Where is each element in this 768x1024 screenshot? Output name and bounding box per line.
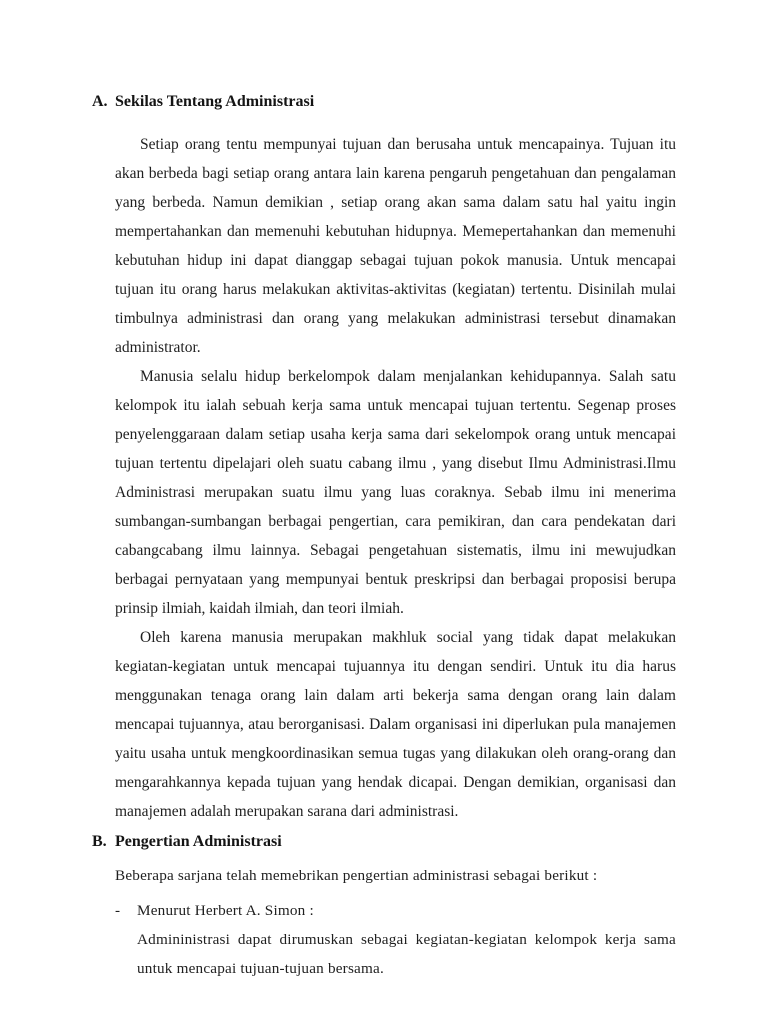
section-heading-b (92, 832, 676, 852)
definition-text: Admininistrasi dapat dirumuskan sebagai kegiatan-kegiatan kelompok kerja sama untuk mencapai tujuan-tujuan bersama. (137, 931, 676, 977)
section-heading-a (92, 92, 676, 112)
section-a-title: Sekilas Tentang Administrasi (115, 93, 315, 110)
document-content (92, 92, 676, 983)
section-b-marker: B. (92, 833, 107, 850)
definition-list-item (92, 896, 676, 983)
definition-source: Menurut Herbert A. Simon : (137, 902, 314, 919)
section-a-marker: A. (92, 93, 108, 110)
section-b-title: Pengertian Administrasi (115, 833, 282, 850)
paragraph-ilmu-administrasi: Manusia selalu hidup berkelompok dalam menjalankan kehidupannya. Salah satu kelompok itu ialah sebuah kerja sama untuk mencapai tujuan tertentu. Segenap proses penyelenggaraan dalam setiap usaha kerja sama dari sekelompok orang untuk mencapai tujuan tertentu dipelajari oleh suatu cabang ilmu , yang disebut Ilmu Administrasi.Ilmu Administrasi merupakan suatu ilmu yang luas coraknya. Sebab ilmu ini menerima sumbangan-sumbangan berbagai pengertian, cara pemikiran, dan cara pendekatan dari cabangcabang ilmu lainnya. Sebagai pengetahuan sistematis, ilmu ini mewujudkan berbagai pernyataan yang mempunyai bentuk preskripsi dan berbagai proposisi berupa prinsip ilmiah, kaidah ilmiah, dan teori ilmiah. (115, 368, 676, 617)
section-b-body (92, 861, 676, 983)
definitions-intro-line: Beberapa sarjana telah memebrikan pengertian administrasi sebagai berikut : (115, 867, 598, 884)
dash-marker: - (115, 902, 121, 919)
section-a-body (92, 130, 676, 826)
paragraph-makhluk-sosial: Oleh karena manusia merupakan makhluk social yang tidak dapat melakukan kegiatan-kegiatan untuk mencapai tujuannya itu dengan sendiri. Untuk itu dia harus menggunakan tenaga orang lain dalam arti bekerja sama dengan orang lain dalam mencapai tujuannya, atau berorganisasi. Dalam organisasi ini diperlukan pula manajemen yaitu usaha untuk mengkoordinasikan semua tugas yang dilakukan oleh orang-orang dan mengarahkannya kepada tujuan yang hendak dicapai. Dengan demikian, organisasi dan manajemen adalah merupakan sarana dari administrasi. (115, 629, 676, 820)
paragraph-tujuan-pokok: Setiap orang tentu mempunyai tujuan dan berusaha untuk mencapainya. Tujuan itu akan berbeda bagi setiap orang antara lain karena pengaruh pengetahuan dan pengalaman yang berbeda. Namun demikian , setiap orang akan sama dalam satu hal yaitu ingin mempertahankan dan memenuhi kebutuhan hidupnya. Memepertahankan dan memenuhi kebutuhan hidup ini dapat dianggap sebagai tujuan pokok manusia. Untuk mencapai tujuan itu orang harus melakukan aktivitas-aktivitas (kegiatan) tertentu. Disinilah mulai timbulnya administrasi dan orang yang melakukan administrasi tersebut dinamakan administrator. (115, 136, 676, 356)
